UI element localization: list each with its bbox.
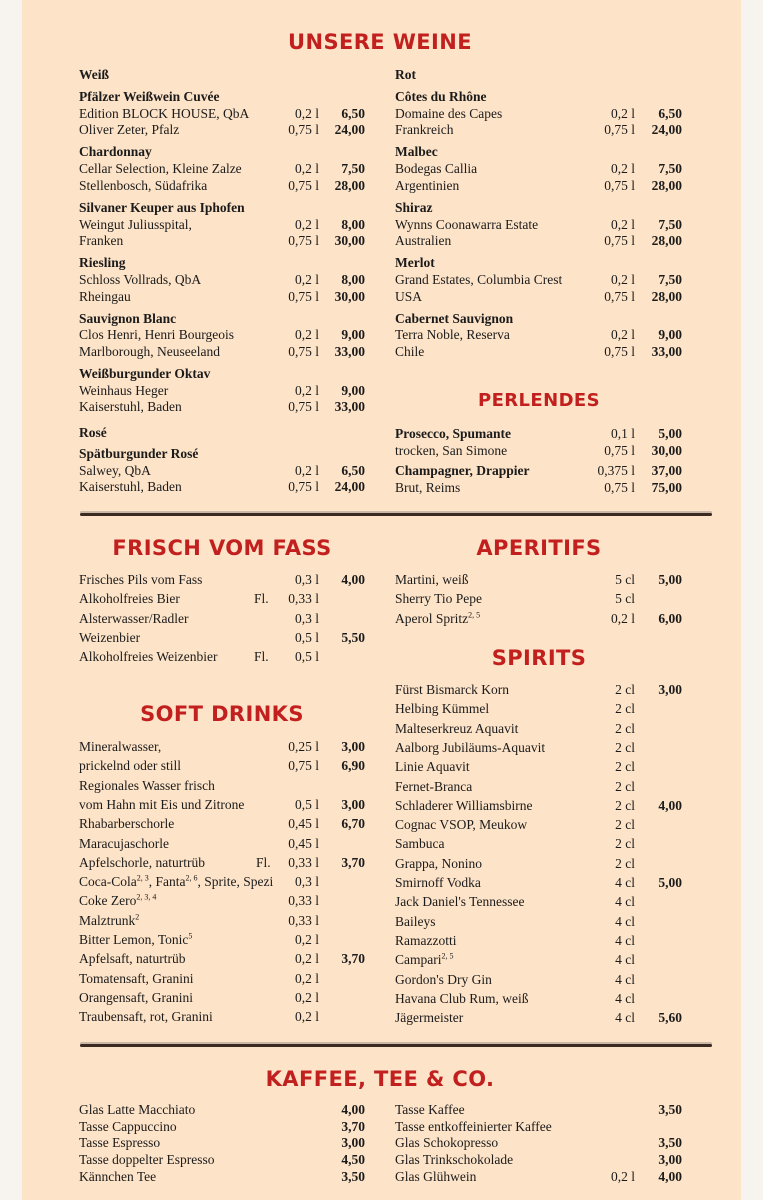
wine-price: 24,00 <box>334 479 365 495</box>
spirit-size: 2 cl <box>615 739 635 755</box>
spirit-size: 2 cl <box>615 720 635 736</box>
spirit-name: Gordon's Dry Gin <box>395 971 492 987</box>
item-name: Apfelsaft, naturtrüb <box>79 951 186 967</box>
wine-size: 0,75 l <box>604 288 635 304</box>
wine-detail: Salwey, QbA <box>79 462 151 478</box>
wine-price: 7,50 <box>658 216 682 232</box>
item-name: Tomatensaft, Granini <box>79 970 194 986</box>
item-price: 6,90 <box>341 758 365 774</box>
item-price: 3,00 <box>341 739 365 754</box>
item-name: Tasse Cappuccino <box>79 1118 177 1134</box>
section-divider <box>80 1044 712 1047</box>
wine-price: 8,00 <box>341 271 365 287</box>
wine-price: 7,50 <box>658 161 682 177</box>
spirit-name: Fürst Bismarck Korn <box>395 682 509 697</box>
wine-detail: USA <box>395 288 423 304</box>
wine-size: 0,2 l <box>610 161 635 177</box>
spirit-name: Smirnoff Vodka <box>395 875 481 890</box>
wine-detail: Frankreich <box>395 122 454 138</box>
spirit-name: Ramazzotti <box>395 932 457 948</box>
wine-name: Sauvignon Blanc <box>79 310 177 326</box>
wine-detail: Stellenbosch, Südafrika <box>79 177 208 193</box>
wine-size: 0,2 l <box>294 462 319 478</box>
wine-name: Côtes du Rhône <box>395 89 487 104</box>
wine-detail: Edition BLOCK HOUSE, QbA <box>79 105 250 121</box>
wine-price: 30,00 <box>334 288 365 304</box>
item-size: 0,2 l <box>294 932 319 947</box>
wine-price: 30,00 <box>334 233 365 249</box>
wine-detail: Weinhaus Heger <box>79 382 169 398</box>
item-price: 4,00 <box>341 572 365 587</box>
wine-size: 0,75 l <box>288 399 319 415</box>
wine-detail: Argentinien <box>395 177 460 193</box>
item-name: Frisches Pils vom Fass <box>79 572 203 587</box>
spirit-size: 4 cl <box>615 894 635 910</box>
item-price: 3,70 <box>341 951 365 967</box>
wine-size: 0,75 l <box>604 233 635 249</box>
spirit-size: 2 cl <box>615 759 635 775</box>
item-name: Coca-Cola$^{2, 3}$, Fanta$^{2, 6}$, Sprite, Spezi <box>79 873 274 890</box>
sparkling-price: 37,00 <box>651 463 682 479</box>
wine-size: 0,75 l <box>288 233 319 249</box>
item-name: Tasse Kaffee <box>395 1102 465 1117</box>
wine-name: Malbec <box>395 144 438 160</box>
spirit-price: 5,60 <box>658 1010 682 1026</box>
spirit-size: 4 cl <box>615 875 635 890</box>
item-name: Glas Schokopresso <box>395 1135 499 1151</box>
bottle-label: Fl. <box>256 854 271 870</box>
wine-size: 0,75 l <box>288 288 319 304</box>
wine-price: 8,00 <box>341 216 365 232</box>
item-size: 0,2 l <box>294 951 319 967</box>
wine-price: 6,50 <box>341 105 365 121</box>
wine-size: 0,2 l <box>610 105 635 121</box>
spirit-name: Baileys <box>395 913 436 929</box>
wine-name: Cabernet Sauvignon <box>395 310 514 326</box>
spirit-size: 4 cl <box>615 971 635 987</box>
wine-price: 33,00 <box>651 344 682 359</box>
spirit-size: 4 cl <box>615 1010 635 1026</box>
item-price: 4,50 <box>341 1152 365 1168</box>
item-size: 0,3 l <box>294 572 319 587</box>
spirit-name: Aalborg Jubiläums-Aquavit <box>395 739 546 755</box>
spirit-name: Fernet-Branca <box>395 778 473 794</box>
wine-price: 6,50 <box>341 462 365 478</box>
bottle-label: Fl. <box>254 591 269 607</box>
wine-detail: Clos Henri, Henri Bourgeois <box>79 327 234 343</box>
item-name: Glas Latte Macchiato <box>79 1102 196 1117</box>
wine-size: 0,2 l <box>610 216 635 232</box>
category-heading-rose: Rosé <box>79 425 107 440</box>
wine-name: Merlot <box>395 255 435 271</box>
wine-detail: Rheingau <box>79 288 131 304</box>
wine-detail: Terra Noble, Reserva <box>395 327 510 343</box>
wine-price: 9,00 <box>658 327 682 343</box>
section-title-fass: FRISCH VOM FASS <box>112 536 332 560</box>
wine-price: 6,50 <box>658 105 682 121</box>
wine-detail: Grand Estates, Columbia Crest <box>395 271 563 287</box>
section-divider <box>80 513 712 516</box>
item-name: Mineralwasser, <box>79 739 162 754</box>
item-name: Glas Trinkschokolade <box>395 1152 514 1168</box>
item-name: Tasse Espresso <box>79 1135 161 1151</box>
item-name: Kännchen Tee <box>79 1168 157 1184</box>
item-price: 3,00 <box>658 1152 682 1168</box>
section-title-kaffee: KAFFEE, TEE & CO. <box>265 1067 495 1091</box>
aperitif-size: 5 cl <box>615 572 635 587</box>
wine-size: 0,2 l <box>610 271 635 287</box>
spirit-name: Schladerer Williamsbirne <box>395 797 533 813</box>
wine-price: 7,50 <box>341 161 365 177</box>
item-size: 0,45 l <box>288 816 319 832</box>
wine-size: 0,2 l <box>294 161 319 177</box>
item-name: Malztrunk$^2$ <box>79 912 140 928</box>
wine-price: 9,00 <box>341 327 365 343</box>
item-name: Tasse doppelter Espresso <box>79 1152 215 1168</box>
spirit-price: 3,00 <box>658 682 682 697</box>
spirit-size: 2 cl <box>615 778 635 794</box>
spirit-size: 2 cl <box>615 682 635 697</box>
wine-size: 0,2 l <box>610 327 635 343</box>
wine-price: 28,00 <box>651 233 682 249</box>
sparkling-price: 75,00 <box>651 480 682 496</box>
category-heading-rot: Rot <box>395 67 416 82</box>
wine-price: 28,00 <box>651 288 682 304</box>
item-price: 5,50 <box>341 629 365 645</box>
aperitif-name: Martini, weiß <box>395 572 469 587</box>
item-size: 0,75 l <box>288 758 319 774</box>
spirit-size: 2 cl <box>615 817 635 833</box>
wine-detail: Oliver Zeter, Pfalz <box>79 122 180 138</box>
item-name: Bitter Lemon, Tonic$^5$ <box>79 931 193 947</box>
item-size: 0,33 l <box>288 591 319 607</box>
sparkling-detail: Brut, Reims <box>395 480 461 496</box>
aperitif-size: 0,2 l <box>610 610 635 626</box>
wine-detail: Franken <box>79 233 124 249</box>
item-name: Rhabarberschorle <box>79 816 175 832</box>
item-size: 0,5 l <box>294 796 319 812</box>
item-price: 3,50 <box>341 1168 365 1184</box>
spirit-name: Sambuca <box>395 836 445 852</box>
sparkling-size: 0,1 l <box>610 426 635 441</box>
item-name: Tasse entkoffeinierter Kaffee <box>395 1118 552 1134</box>
spirit-name: Havana Club Rum, weiß <box>395 990 529 1006</box>
wine-size: 0,75 l <box>604 344 635 359</box>
spirit-name: Campari$^{2, 5}$ <box>395 951 454 968</box>
item-name: Coke Zero$^{2, 3, 4}$ <box>79 892 157 909</box>
item-size: 0,2 l <box>610 1168 635 1184</box>
category-heading-weiss: Weiß <box>79 67 110 82</box>
item-price: 4,00 <box>341 1102 365 1117</box>
item-size: 0,2 l <box>294 1009 319 1025</box>
wine-price: 33,00 <box>334 399 365 415</box>
spirit-size: 2 cl <box>615 701 635 717</box>
wine-size: 0,75 l <box>288 344 319 359</box>
item-name: Alkoholfreies Weizenbier <box>79 649 218 665</box>
wine-price: 33,00 <box>334 344 365 359</box>
wine-size: 0,2 l <box>294 105 319 121</box>
wine-name: Pfälzer Weißwein Cuvée <box>79 89 220 104</box>
spirit-name: Malteserkreuz Aquavit <box>395 720 519 736</box>
sparkling-detail: trocken, San Simone <box>395 442 508 458</box>
spirit-price: 5,00 <box>658 875 682 890</box>
wine-size: 0,2 l <box>294 271 319 287</box>
spirit-price: 4,00 <box>658 797 682 813</box>
spirit-size: 2 cl <box>615 836 635 852</box>
spirit-size: 2 cl <box>615 797 635 813</box>
item-price: 6,70 <box>341 816 365 832</box>
wine-price: 28,00 <box>334 177 365 193</box>
item-price: 3,00 <box>341 796 365 812</box>
item-price: 3,50 <box>658 1102 682 1117</box>
wine-name: Shiraz <box>395 199 433 215</box>
spirit-name: Jägermeister <box>395 1010 464 1026</box>
spirit-size: 4 cl <box>615 932 635 948</box>
wine-detail: Chile <box>395 344 425 359</box>
wine-name: Silvaner Keuper aus Iphofen <box>79 199 245 215</box>
wine-price: 24,00 <box>334 122 365 138</box>
item-size: 0,33 l <box>288 893 319 909</box>
section-title-softdrinks: SOFT DRINKS <box>140 702 304 726</box>
item-name: Orangensaft, Granini <box>79 989 193 1005</box>
section-title-aperitifs: APERITIFS <box>476 536 602 560</box>
wine-size: 0,2 l <box>294 382 319 398</box>
item-size: 0,33 l <box>288 854 319 870</box>
wine-price: 7,50 <box>658 271 682 287</box>
item-price: 4,00 <box>658 1168 682 1184</box>
aperitif-name: Sherry Tio Pepe <box>395 591 483 607</box>
wine-size: 0,2 l <box>294 216 319 232</box>
wine-size: 0,75 l <box>604 177 635 193</box>
wine-detail: Kaiserstuhl, Baden <box>79 399 182 415</box>
spirit-name: Linie Aquavit <box>395 759 470 775</box>
section-title-weine: UNSERE WEINE <box>288 30 472 54</box>
wine-price: 24,00 <box>651 122 682 138</box>
item-size: 0,3 l <box>294 874 319 890</box>
item-price: 3,70 <box>341 1118 365 1134</box>
item-price: 3,00 <box>341 1135 365 1151</box>
wine-price: 28,00 <box>651 177 682 193</box>
wine-detail: Marlborough, Neuseeland <box>79 344 220 359</box>
aperitif-name: Aperol Spritz$^{2, 5}$ <box>395 610 481 626</box>
wine-size: 0,75 l <box>288 122 319 138</box>
wine-detail: Australien <box>395 233 452 249</box>
item-size: 0,5 l <box>294 629 319 645</box>
wine-detail: Wynns Coonawarra Estate <box>395 216 539 232</box>
wine-size: 0,75 l <box>288 479 319 495</box>
wine-detail: Bodegas Callia <box>395 161 478 177</box>
wine-name: Chardonnay <box>79 144 152 160</box>
item-size: 0,5 l <box>294 649 319 665</box>
item-name: Weizenbier <box>79 629 141 645</box>
item-name: prickelnd oder still <box>79 758 181 774</box>
wine-price: 9,00 <box>341 382 365 398</box>
sparkling-size: 0,75 l <box>604 480 635 496</box>
item-size: 0,45 l <box>288 835 319 851</box>
item-size: 0,33 l <box>288 912 319 928</box>
item-name: Alsterwasser/Radler <box>79 610 189 626</box>
item-size: 0,3 l <box>294 610 319 626</box>
item-name: Alkoholfreies Bier <box>79 591 180 607</box>
sparkling-name: Champagner, Drappier <box>395 463 530 479</box>
item-price: 3,70 <box>341 854 365 870</box>
item-name: vom Hahn mit Eis und Zitrone <box>79 796 245 812</box>
spirit-name: Grappa, Nonino <box>395 855 482 871</box>
item-name: Glas Glühwein <box>395 1168 477 1184</box>
sparkling-size: 0,375 l <box>597 463 635 479</box>
spirit-size: 4 cl <box>615 952 635 968</box>
item-name: Maracujaschorle <box>79 835 169 851</box>
wine-detail: Cellar Selection, Kleine Zalze <box>79 161 242 177</box>
item-size: 0,2 l <box>294 989 319 1005</box>
wine-detail: Schloss Vollrads, QbA <box>79 271 202 287</box>
wine-name: Weißburgunder Oktav <box>79 366 211 381</box>
spirit-size: 2 cl <box>615 855 635 871</box>
menu-page <box>22 0 741 1200</box>
wine-name: Riesling <box>79 255 126 271</box>
item-name: Regionales Wasser frisch <box>79 777 215 793</box>
section-title-perlendes: PERLENDES <box>478 390 600 411</box>
wine-size: 0,75 l <box>604 122 635 138</box>
sparkling-size: 0,75 l <box>604 442 635 458</box>
section-title-spirits: SPIRITS <box>491 646 587 670</box>
item-size: 0,2 l <box>294 970 319 986</box>
sparkling-price: 30,00 <box>651 442 682 458</box>
aperitif-size: 5 cl <box>615 591 635 607</box>
wine-detail: Kaiserstuhl, Baden <box>79 479 182 495</box>
spirit-size: 4 cl <box>615 913 635 929</box>
sparkling-name: Prosecco, Spumante <box>395 426 511 441</box>
bottle-label: Fl. <box>254 649 269 665</box>
spirit-name: Helbing Kümmel <box>395 701 490 717</box>
wine-size: 0,75 l <box>288 177 319 193</box>
item-name: Apfelschorle, naturtrüb <box>79 854 205 870</box>
wine-name: Spätburgunder Rosé <box>79 446 199 461</box>
spirit-name: Jack Daniel's Tennessee <box>395 894 525 910</box>
aperitif-price: 5,00 <box>658 572 682 587</box>
item-size: 0,25 l <box>288 739 319 754</box>
wine-size: 0,2 l <box>294 327 319 343</box>
spirit-size: 4 cl <box>615 990 635 1006</box>
aperitif-price: 6,00 <box>658 610 682 626</box>
item-price: 3,50 <box>658 1135 682 1151</box>
sparkling-price: 5,00 <box>658 426 682 441</box>
item-name: Traubensaft, rot, Granini <box>79 1009 213 1025</box>
wine-detail: Weingut Juliusspital, <box>79 216 192 232</box>
wine-detail: Domaine des Capes <box>395 105 503 121</box>
spirit-name: Cognac VSOP, Meukow <box>395 817 528 833</box>
